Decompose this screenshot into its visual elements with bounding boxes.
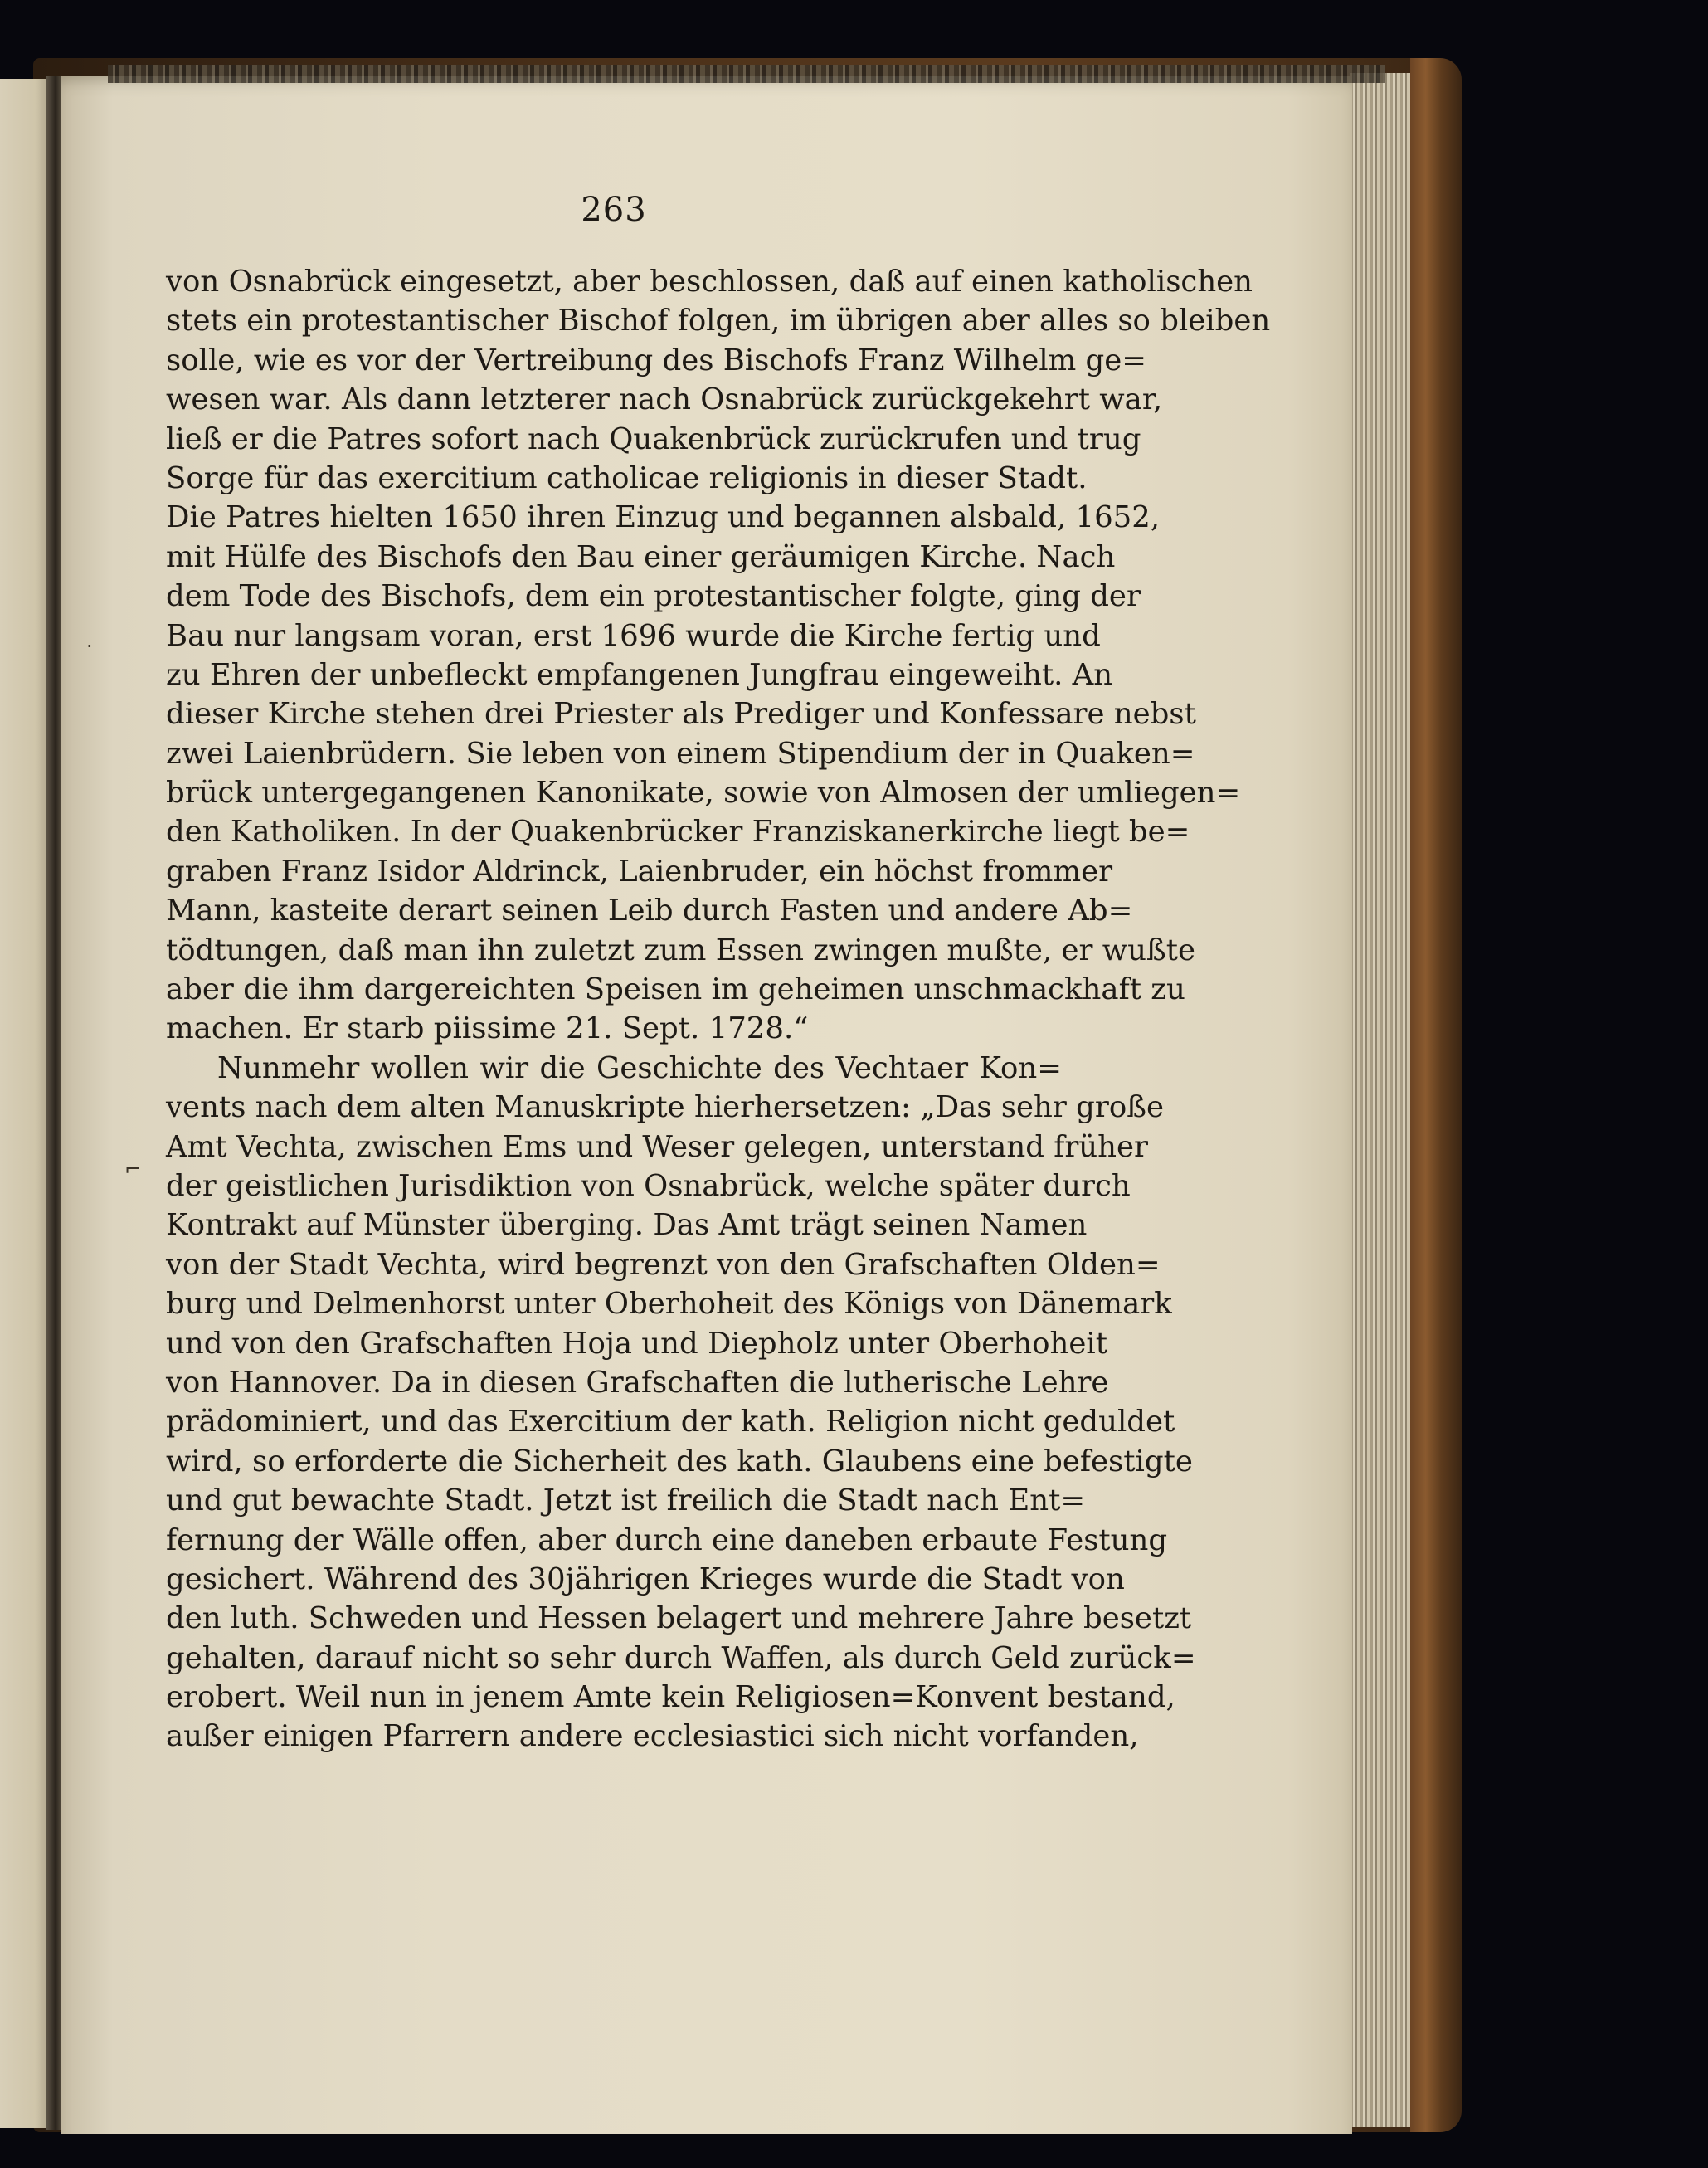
top-page-edge (108, 65, 1385, 83)
text-line: dieser Kirche stehen drei Priester als Prediger und Konfessare nebst (166, 697, 1196, 732)
margin-dot-mark: · (86, 635, 93, 658)
text-line: den Katholiken. In der Quakenbrücker Franziskanerkirche liegt be= (166, 815, 1190, 850)
text-line: zwei Laienbrüdern. Sie leben von einem Stipendium der in Quaken= (166, 736, 1195, 771)
text-line: ließ er die Patres sofort nach Quakenbrück zurückrufen und trug (166, 421, 1141, 456)
page-number: 263 (581, 191, 647, 229)
text-line: burg und Delmenhorst unter Oberhoheit des Königs von Dänemark (166, 1287, 1172, 1322)
text-line: Kontrakt auf Münster überging. Das Amt trägt seinen Namen (166, 1208, 1088, 1243)
text-line: zu Ehren der unbefleckt empfangenen Jungfrau eingeweiht. An (166, 657, 1113, 692)
text-line: Amt Vechta, zwischen Ems und Weser gelegen, unterstand früher (166, 1129, 1149, 1164)
text-line: und von den Grafschaften Hoja und Diepholz unter Oberhoheit (166, 1326, 1107, 1361)
text-line: Die Patres hielten 1650 ihren Einzug und begannen alsbald, 1652, (166, 500, 1161, 535)
book-spine-edge (1410, 58, 1462, 2132)
text-lines (166, 262, 1271, 1756)
text-line: gesichert. Während des 30jährigen Krieges wurde die Stadt von (166, 1561, 1125, 1596)
text-line: und gut bewachte Stadt. Jetzt ist freilich die Stadt nach Ent= (166, 1483, 1086, 1518)
text-line: von der Stadt Vechta, wird begrenzt von den Grafschaften Olden= (166, 1247, 1161, 1282)
text-line: Mann, kasteite derart seinen Leib durch Fasten und andere Ab= (166, 894, 1133, 928)
text-line: machen. Er starb piissime 21. Sept. 1728.“ (166, 1011, 809, 1046)
text-line: graben Franz Isidor Aldrinck, Laienbruder, ein höchst frommer (166, 854, 1113, 889)
text-line: aber die ihm dargereichten Speisen im geheimen unschmackhaft zu (166, 972, 1185, 1007)
text-line: solle, wie es vor der Vertreibung des Bischofs Franz Wilhelm ge= (166, 343, 1147, 378)
text-line: gehalten, darauf nicht so sehr durch Waffen, als durch Geld zurück= (166, 1640, 1196, 1675)
text-line: außer einigen Pfarrern andere ecclesiastici sich nicht vorfanden, (166, 1719, 1139, 1754)
text-line: wird, so erforderte die Sicherheit des kath. Glaubens eine befestigte (166, 1444, 1193, 1479)
text-line: tödtungen, daß man ihn zuletzt zum Essen zwingen mußte, er wußte (166, 933, 1195, 967)
text-line: prädominiert, und das Exercitium der kath. Religion nicht geduldet (166, 1405, 1175, 1440)
text-line: Nunmehr wollen wir die Geschichte des Vechtaer Kon= (217, 1050, 1062, 1085)
text-line: fernung der Wälle offen, aber durch eine daneben erbaute Festung (166, 1522, 1168, 1557)
text-line: den luth. Schweden und Hessen belagert und mehrere Jahre besetzt (166, 1601, 1192, 1636)
text-line: stets ein protestantischer Bischof folgen, im übrigen aber alles so bleiben (166, 304, 1271, 339)
text-line: Bau nur langsam voran, erst 1696 wurde die Kirche fertig und (166, 618, 1101, 653)
page-stack-edge (1350, 73, 1410, 2127)
text-line: erobert. Weil nun in jenem Amte kein Religiosen=Konvent bestand, (166, 1680, 1175, 1715)
text-line: mit Hülfe des Bischofs den Bau einer geräumigen Kirche. Nach (166, 539, 1116, 574)
text-line: wesen war. Als dann letzterer nach Osnabrück zurückgekehrt war, (166, 382, 1163, 417)
margin-tick-mark: ⌐ (124, 1157, 142, 1181)
text-line: Sorge für das exercitium catholicae religionis in dieser Stadt. (166, 460, 1088, 495)
page-text-block (166, 191, 1271, 1756)
left-page-sliver (0, 79, 51, 2128)
text-line: brück untergegangenen Kanonikate, sowie von Almosen der umliegen= (166, 776, 1241, 811)
text-line: vents nach dem alten Manuskripte hierhersetzen: „Das sehr große (166, 1090, 1164, 1125)
text-line: dem Tode des Bischofs, dem ein protestantischer folgte, ging der (166, 579, 1141, 614)
text-line: von Osnabrück eingesetzt, aber beschlossen, daß auf einen katholischen (166, 265, 1253, 299)
text-line: von Hannover. Da in diesen Grafschaften die lutherische Lehre (166, 1365, 1109, 1400)
text-line: der geistlichen Jurisdiktion von Osnabrück, welche später durch (166, 1168, 1131, 1203)
